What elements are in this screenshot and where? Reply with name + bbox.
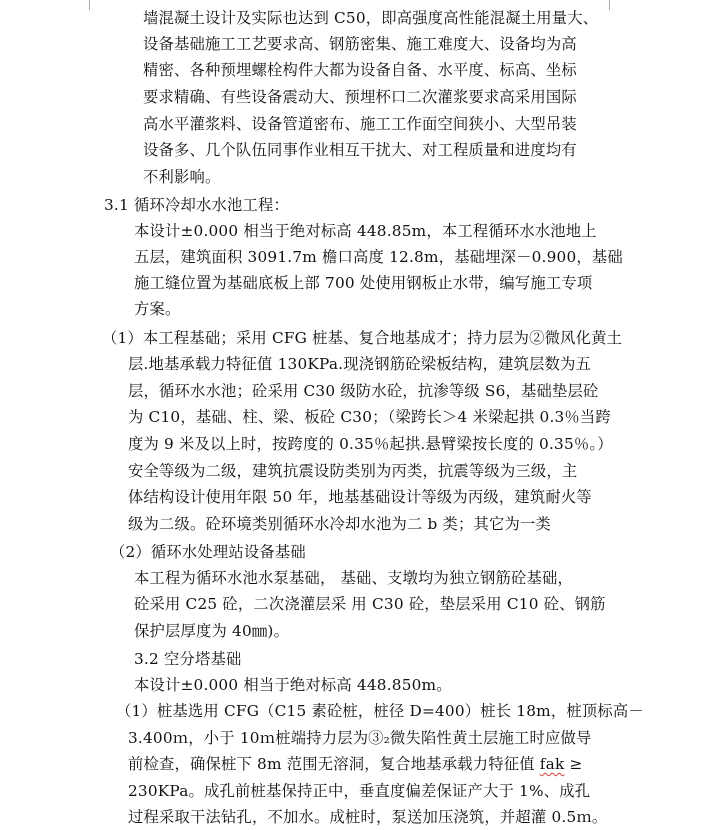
- list-item-1-foundation: （1）本工程基础；采用 CFG 桩基、复合地基成才；持力层为②微风化黄土: [102, 329, 623, 347]
- paragraph-line: 五层，建筑面积 3091.7m 檐口高度 12.8m，基础埋深－0.900，基础: [134, 248, 623, 266]
- paragraph-line: 体结构设计使用年限 50 年，地基基础设计等级为丙级，建筑耐火等: [128, 488, 592, 506]
- paragraph-line: 不利影响。: [143, 168, 221, 186]
- greater-equal-symbol: ≥: [569, 755, 583, 773]
- paragraph-line: 方案。: [134, 300, 181, 318]
- paragraph-line: 本工程为循环水池水泵基础， 基础、支墩均为独立钢筋砼基础，: [134, 569, 573, 587]
- paragraph-line: 施工缝位置为基础底板上部 700 处使用钢板止水带，编写施工专项: [134, 274, 593, 292]
- paragraph-line: 设备基础施工工艺要求高、钢筋密集、施工难度大、设备均为高: [143, 35, 577, 53]
- paragraph-line: 保护层厚度为 40㎜)。: [134, 622, 290, 640]
- paragraph-line: 安全等级为二级，建筑抗震设防类别为丙类，抗震等级为三级，主: [128, 462, 578, 480]
- paragraph-line: 本设计±0.000 相当于绝对标高 448.850m。: [134, 676, 452, 694]
- paragraph-line: 层，循环水水池；砼采用 C30 级防水砼，抗渗等级 S6，基础垫层砼: [128, 382, 599, 400]
- section-heading-3-1: 3.1 循环冷却水水池工程：: [104, 196, 289, 214]
- paragraph-line: 3.400ｍ，小于 10ｍ桩端持力层为③₂微失陷性黄土层施工时应做导: [128, 729, 592, 747]
- list-item-2-equipment-foundation: （2）循环水处理站设备基础: [110, 543, 306, 561]
- paragraph-line: 本设计±0.000 相当于绝对标高 448.85m，本工程循环水水池地上: [134, 222, 597, 240]
- paragraph-line: [128, 752, 583, 776]
- page-margin-mark-right: [609, 0, 610, 10]
- paragraph-line: 要求精确、有些设备震动大、预埋杯口二次灌浆要求高采用国际: [143, 88, 577, 106]
- spell-check-marked-word: fak: [539, 755, 565, 773]
- paragraph-line: 度为 9 米及以上时，按跨度的 0.35％起拱.悬臂梁按长度的 0.35％。）: [128, 435, 613, 453]
- paragraph-line: 砼采用 C25 砼，二次浇灌层采 用 C30 砼，垫层采用 C10 砼、钢筋: [134, 595, 606, 613]
- list-item-1-pile-foundation: （1）桩基选用 CFG（C15 素砼桩，桩径 D=400）桩长 18m，桩顶标高－: [116, 702, 644, 720]
- paragraph-line: 高水平灌浆料、设备管道密布、施工工作面空间狭小、大型吊装: [143, 115, 577, 133]
- paragraph-line: 过程采取干法钻孔，不加水。成桩时，泵送加压浇筑，并超灌 0.5ｍ。: [128, 808, 608, 826]
- paragraph-line: 为 C10，基础、柱、梁、板砼 C30；（梁跨长＞4 米梁起拱 0.3％当跨: [128, 408, 611, 426]
- paragraph-line: 230KPa。成孔前桩基保持正中，垂直度偏差保证产大于 1%、成孔: [128, 782, 591, 800]
- paragraph-line: 精密、各种预埋螺栓构件大都为设备自备、水平度、标高、坐标: [143, 61, 577, 79]
- paragraph-line: 级为二级。砼环境类别循环水冷却水池为二 b 类；其它为一类: [128, 515, 552, 533]
- paragraph-line: 层.地基承载力特征值 130KPa.现浇钢筋砼梁板结构，建筑层数为五: [128, 355, 592, 373]
- paragraph-text: 前检查，确保桩下 8m 范围无溶洞，复合地基承载力特征值: [128, 755, 535, 773]
- page-margin-mark-left: [89, 0, 90, 10]
- paragraph-line: 墙混凝土设计及实际也达到 C50，即高强度高性能混凝土用量大、: [143, 9, 599, 27]
- paragraph-line: 设备多、几个队伍同事作业相互干扰大、对工程质量和进度均有: [143, 141, 577, 159]
- section-heading-3-2: 3.2 空分塔基础: [134, 650, 242, 668]
